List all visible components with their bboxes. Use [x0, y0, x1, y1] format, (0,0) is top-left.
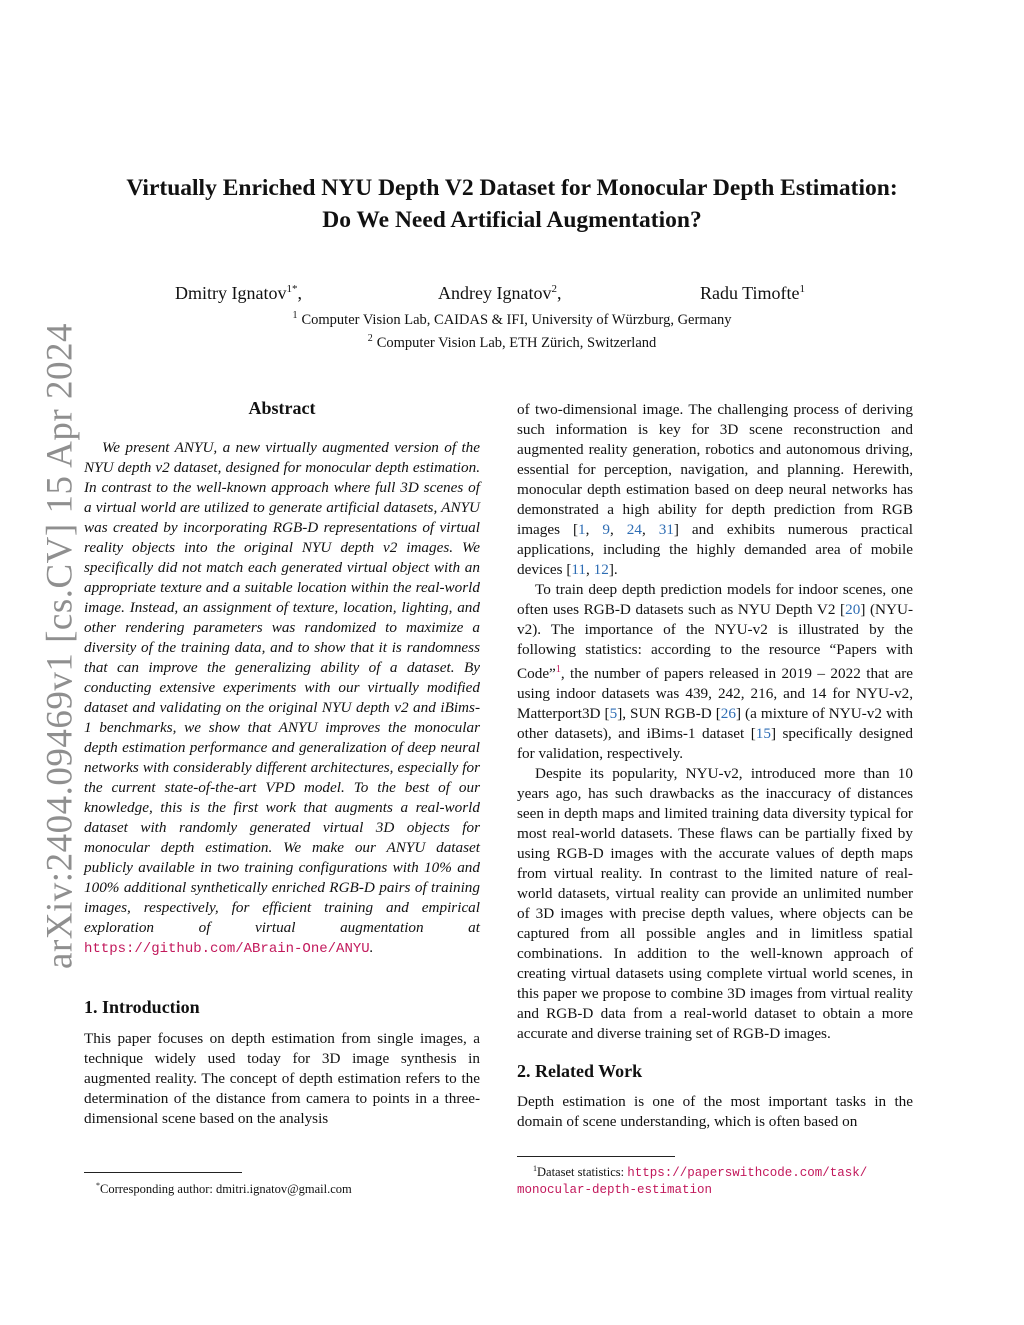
citation-link[interactable]: 11	[571, 561, 587, 578]
right-footnote-rule	[517, 1156, 675, 1157]
citation-link[interactable]: 26	[720, 705, 736, 722]
paperswithcode-link[interactable]: https://paperswithcode.com/task/	[627, 1166, 868, 1180]
footnote-marker[interactable]: 1	[555, 664, 561, 675]
left-column	[84, 398, 480, 1129]
right-footnote: $^1$Dataset statistics: https://paperswithcode.com/task/ monocular-depth-estimation	[517, 1164, 868, 1197]
introduction-heading: 1. Introduction	[84, 997, 200, 1017]
right-column	[517, 400, 913, 1132]
citation-link[interactable]: 20	[845, 601, 861, 618]
intro-continued-paragraph: of two-dimensional image. The challenging process of deriving such information is key for 3D scene reconstruction and augmented reality generation, robotics and autonomous driving, essential for perception, navigation, and planning. Herewith, monocular depth estimation based on deep neural networks has demonstrated a high ability for depth prediction from RGB images [1, 9, 24, 31] and exhibits numerous practical applications, including the highly demanded area of mobile devices [11, 12].	[517, 401, 914, 578]
abstract-heading: Abstract	[248, 398, 316, 418]
author-list	[0, 283, 1024, 309]
citation-link[interactable]: 31	[658, 521, 674, 538]
affiliation-1: $^1$ Computer Vision Lab, CAIDAS & IFI, University of Würzburg, Germany	[292, 310, 732, 328]
citation-link[interactable]: 15	[755, 725, 771, 742]
author-1: Dmitry Ignatov$^{1*}$,	[175, 283, 302, 303]
citation-link[interactable]: 24	[626, 521, 642, 538]
paper-title	[60, 172, 964, 236]
author-3: Radu Timofte$^1$	[700, 283, 806, 303]
abstract-body: We present ANYU, a new virtually augmented version of the NYU depth v2 dataset, designed for monocular depth estimation. In contrast to the well-known approach where full 3D scenes of a virtual world are utilized to generate artificial datasets, ANYU was created by incorporating RGB-D representations of virtual reality objects into the original NYU depth v2 images. We specifically did not match each generated virtual object with an appropriate texture and a suitable location within the real-world image. Instead, an assignment of texture, location, lighting, and other rendering parameters was randomized to maximize a diversity of the training data, and to show that it is randomness that can improve the generalizing ability of a dataset. By conducting extensive experiments with our virtually modified dataset and validating on the original NYU depth v2 and iBims-1 benchmarks, we show that ANYU improves the monocular depth estimation performance and generalization of deep neural networks with considerably different architectures, especially for the current state-of-the-art VPD model. To the best of our knowledge, this is the first work that augments a real-world dataset with randomly generated virtual 3D objects for monocular depth estimation. We make our ANYU dataset publicly available in two training configurations with 10% and 100% additional synthetically enriched RGB-D pairs of training images, respectively, for efficient training and empirical exploration of virtual augmentation at https://github.com/ABrain-One/ANYU.	[84, 439, 480, 957]
left-footnote-rule	[84, 1172, 242, 1173]
left-footnote: *Corresponding author: dmitri.ignatov@gmail.com	[96, 1181, 352, 1196]
related-work-heading: 2. Related Work	[517, 1061, 643, 1081]
citation-link[interactable]: 9	[602, 521, 610, 538]
github-link[interactable]: https://github.com/ABrain-One/ANYU	[84, 941, 370, 957]
citation-link[interactable]: 12	[593, 561, 609, 578]
arxiv-side-stamp: arXiv:2404.09469v1 [cs.CV] 15 Apr 2024	[39, 323, 81, 969]
introduction-paragraph: This paper focuses on depth estimation from single images, a technique widely used today for 3D image synthesis in augmented reality. The concept of depth estimation refers to the determination of the distance from camera to points in a three-dimensional scene based on the analysis	[84, 1030, 480, 1127]
title-line-2: Do We Need Artificial Augmentation?	[322, 207, 702, 233]
related-work-paragraph: Depth estimation is one of the most important tasks in the domain of scene understanding, which is often based on	[517, 1093, 913, 1130]
citation-link[interactable]: 1	[578, 521, 586, 538]
paperswithcode-link-continued[interactable]: monocular-depth-estimation	[517, 1183, 713, 1197]
nyu-statistics-paragraph: To train deep depth prediction models for indoor scenes, one often uses RGB-D datasets such as NYU Depth V2 [20] (NYU-v2). The importance of the NYU-v2 is illustrated by the following statistics: according to the resource “Papers with Code”$^1$, the number of papers released in 2019 – 2022 that are using indoor datasets was 439, 242, 216, and 14 for NYU-v2, Matterport3D [5], SUN RGB-D [26] (a mixture of NYU-v2 with other datasets), and iBims-1 dataset [15] specifically designed for validation, respectively.	[517, 581, 914, 762]
citation-link[interactable]: 5	[609, 705, 618, 722]
drawbacks-paragraph: Despite its popularity, NYU-v2, introduced more than 10 years ago, has such drawbacks as the inaccuracy of distances seen in depth maps and limited training data diversity typical for most real-world datasets. These flaws can be partially fixed by using RGB-D images with the accurate values of depth maps from virtual reality. In contrast to the limited nature of real-world datasets, virtual reality can provide an unlimited number of 3D images with precise depth values, where objects can be captured from all possible angles and in limitless spatial combinations. In addition to the well-known approach of creating virtual datasets using complete virtual world scenes, in this paper we propose to combine 3D images from virtual reality and RGB-D data from a real-world dataset to obtain a more accurate and diverse training set of RGB-D images.	[517, 765, 913, 1042]
affiliation-2: $^2$ Computer Vision Lab, ETH Zürich, Switzerland	[367, 333, 657, 351]
author-2: Andrey Ignatov$^2$,	[438, 283, 562, 303]
title-line-1: Virtually Enriched NYU Depth V2 Dataset for Monocular Depth Estimation:	[126, 175, 898, 201]
